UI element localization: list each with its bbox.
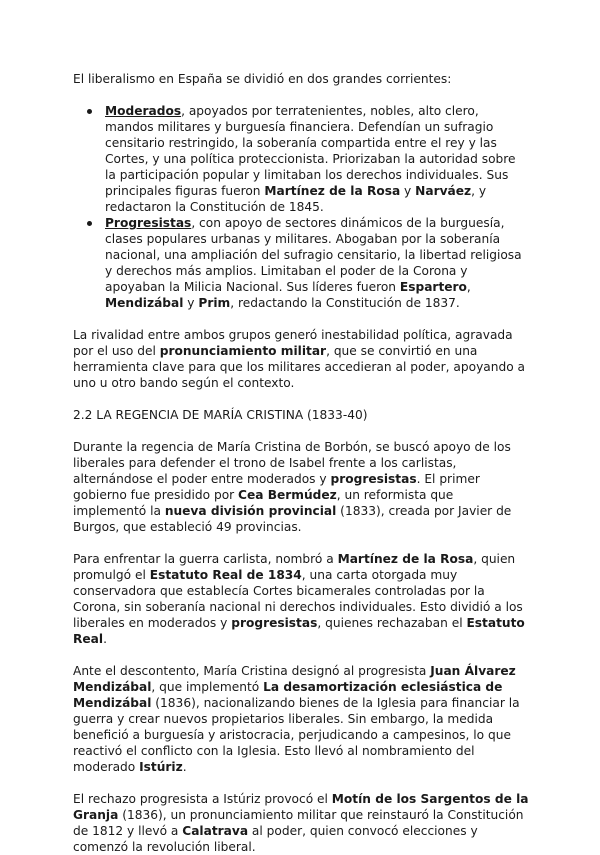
bullet-icon	[87, 221, 92, 226]
intro-paragraph: El liberalismo en España se dividió en dos grandes corrientes:	[73, 72, 452, 86]
list-item-progresistas: Progresistas, con apoyo de sectores dinámicos de la burguesía, clases populares urbanas y militares. Abogaban por la soberanía nacional, una ampliación del sufragio censitario, la libertad religiosa y derechos más amplios. Limitaban el poder de la Corona y apoyaban la Milicia Nacional. Sus líderes fueron Espartero, Mendizábal y Prim, redactando la Constitución de 1837.	[73, 215, 530, 311]
bullet-icon	[87, 109, 92, 114]
rivalidad-paragraph: La rivalidad entre ambos grupos generó inestabilidad política, agravada por el uso del pronunciamiento militar, que se convirtió en una herramienta clave para que los militares accedieran al poder, apoyando a uno u otro bando según el contexto.	[73, 328, 526, 390]
section-heading: 2.2 LA REGENCIA DE MARÍA CRISTINA (1833-40)	[73, 408, 368, 422]
regencia-paragraph: Durante la regencia de María Cristina de Borbón, se buscó apoyo de los liberales para defender el trono de Isabel frente a los carlistas, alternándose el poder entre moderados y progresistas. El primer gobierno fue presidido por Cea Bermúdez, un reformista que implementó la nueva división provincial (1833), creada por Javier de Burgos, que estableció 49 provincias.	[73, 440, 512, 534]
descontento-paragraph: Ante el descontento, María Cristina designó al progresista Juan Álvarez Mendizábal, que implementó La desamortización eclesiástica de Mendizábal (1836), nacionalizando bienes de la Iglesia para financiar la guerra y crear nuevos propietarios liberales. Sin embargo, la medida benefició a burguesía y aristocracia, perjudicando a campesinos, lo que reactivó el conflicto con la Iglesia. Esto llevó al nombramiento del moderado Istúriz.	[73, 664, 520, 774]
progresistas-term: Progresistas	[105, 216, 192, 230]
liberal-factions-list	[73, 103, 530, 311]
list-item-moderados: Moderados, apoyados por terratenientes, nobles, alto clero, mandos militares y burguesía financiera. Defendían un sufragio censitario restringido, la soberanía compartida entre el rey y las Cortes, y una política proteccionista. Priorizaban la autoridad sobre la participación popular y limitaban los derechos individuales. Sus principales figuras fueron Martínez de la Rosa y Narváez, y redactaron la Constitución de 1845.	[73, 103, 530, 215]
moderados-term: Moderados	[105, 104, 182, 118]
guerra-paragraph: Para enfrentar la guerra carlista, nombró a Martínez de la Rosa, quien promulgó el Estatuto Real de 1834, una carta otorgada muy conservadora que establecía Cortes bicamerales controladas por la Corona, sin soberanía nacional ni derechos individuales. Esto dividió a los liberales en moderados y progresistas, quienes rechazaban el Estatuto Real.	[73, 552, 525, 646]
rechazo-paragraph: El rechazo progresista a Istúriz provocó el Motín de los Sargentos de la Granja (1836), un pronunciamiento militar que reinstauró la Constitución de 1812 y llevó a Calatrava al poder, quien convocó elecciones y comenzó la revolución liberal.	[73, 792, 529, 854]
